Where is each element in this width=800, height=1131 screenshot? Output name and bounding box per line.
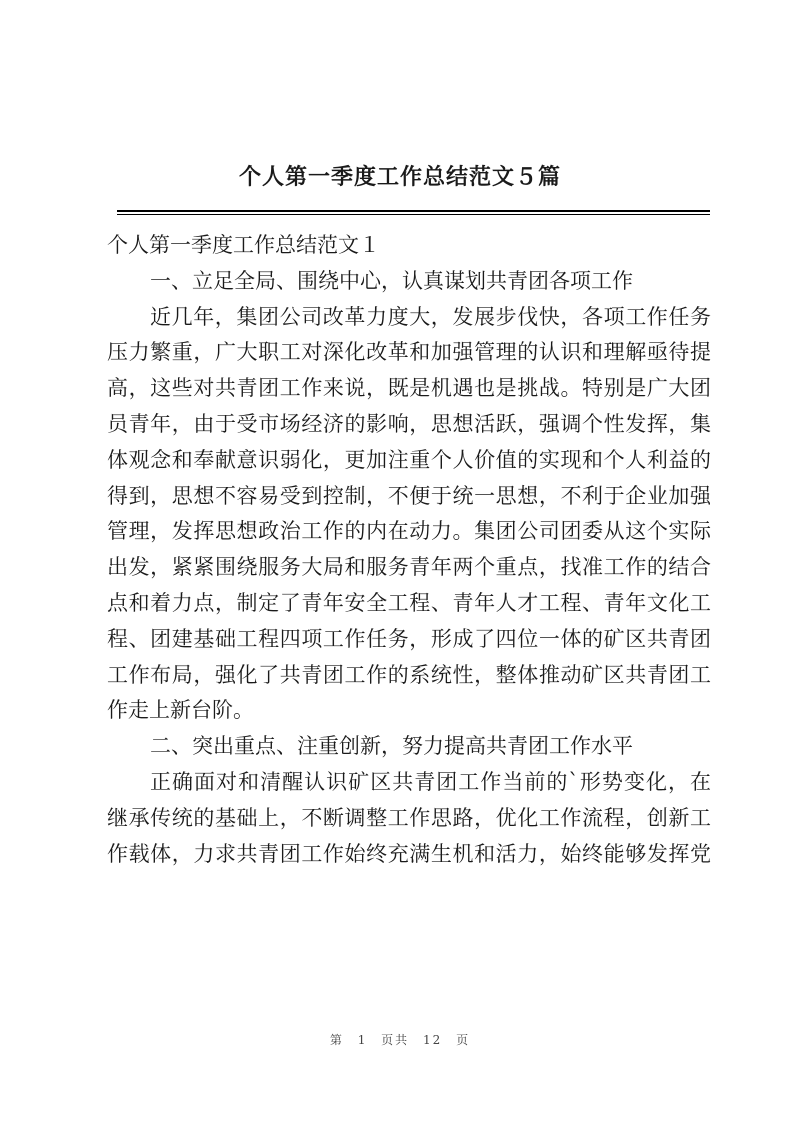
paragraph-1: [107, 300, 711, 730]
section-subtitle: 个人第一季度工作总结范文１: [107, 233, 380, 257]
paragraph-line: 体观念和奉献意识弱化，更加注重个人价值的实现和个人利益的: [107, 447, 711, 472]
footer-total-pages: 12: [423, 1033, 443, 1047]
paragraph-line: 压力繁重，广大职工对深化改革和加强管理的认识和理解亟待提: [107, 340, 711, 365]
paragraph-line: 出发，紧紧围绕服务大局和服务青年两个重点，找准工作的结合: [107, 555, 711, 580]
footer-mid: 页共: [381, 1033, 410, 1047]
page-title: 个人第一季度工作总结范文５篇: [238, 164, 561, 190]
paragraph-line: 继承传统的基础上，不断调整工作思路，优化工作流程，创新工: [107, 805, 711, 830]
title-divider: [117, 210, 710, 212]
document-body: [107, 228, 711, 872]
footer-page-number: 1: [357, 1033, 368, 1047]
paragraph-line: 高，这些对共青团工作来说，既是机遇也是挑战。特别是广大团: [107, 376, 711, 401]
footer-prefix: 第: [329, 1033, 344, 1047]
paragraph-line: 程、团建基础工程四项工作任务，形成了四位一体的矿区共青团: [107, 626, 711, 651]
page-footer: [0, 1031, 800, 1048]
paragraph-line: 点和着力点，制定了青年安全工程、青年人才工程、青年文化工: [107, 590, 711, 615]
paragraph-line: 员青年，由于受市场经济的影响，思想活跃，强调个性发挥，集: [107, 411, 711, 436]
paragraph-line: 近几年，集团公司改革力度大，发展步伐快，各项工作任务: [150, 304, 711, 329]
section-heading-2: 二、突出重点、注重创新，努力提高共青团工作水平: [150, 734, 633, 759]
footer-suffix: 页: [456, 1033, 471, 1047]
title-divider-thin: [117, 214, 710, 215]
paragraph-line: 得到，思想不容易受到控制，不便于统一思想，不利于企业加强: [107, 483, 711, 508]
paragraph-line: 正确面对和清醒认识矿区共青团工作当前的`形势变化，在: [150, 769, 711, 794]
paragraph-line: 工作布局，强化了共青团工作的系统性，整体推动矿区共青团工: [107, 662, 711, 687]
paragraph-line: 作载体，力求共青团工作始终充满生机和活力，始终能够发挥党: [107, 841, 711, 866]
paragraph-line: 管理，发挥思想政治工作的内在动力。集团公司团委从这个实际: [107, 519, 711, 544]
section-heading-1: 一、立足全局、围绕中心，认真谋划共青团各项工作: [150, 268, 633, 293]
paragraph-2: [107, 765, 711, 872]
paragraph-line: 作走上新台阶。: [107, 698, 254, 723]
